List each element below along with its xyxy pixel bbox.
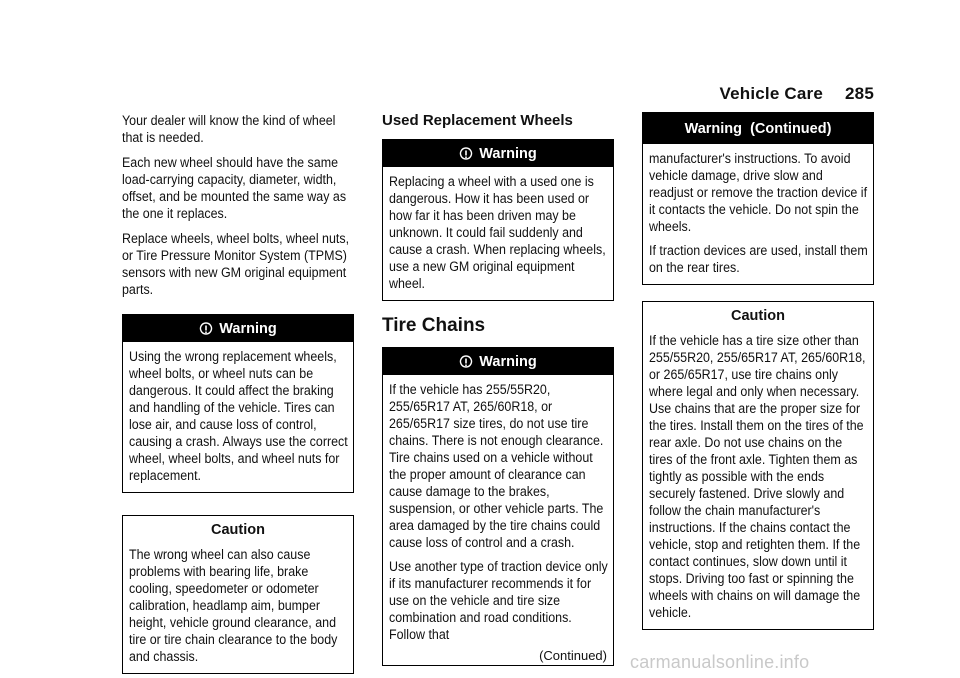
warning-icon [459, 355, 473, 369]
warning-box [122, 314, 354, 493]
paragraph: Replace wheels, wheel bolts, wheel nuts, or Tire Pressure Monitor System (TPMS) sensors with new GM original equipment parts. [122, 231, 350, 297]
subheading: Used Replacement Wheels [382, 112, 573, 129]
warning-icon [199, 322, 213, 336]
warning-continued-box [642, 112, 874, 285]
warning-title: Warning [219, 321, 277, 337]
warning-text: manufacturer's instructions. To avoid vehicle damage, drive slow and readjust or remove the traction device if it contacts the vehicle. Do not spin the wheels. [649, 151, 868, 234]
section-title: Vehicle Care [719, 84, 824, 103]
warning-header [383, 348, 613, 375]
section-heading: Tire Chains [382, 315, 486, 336]
column-1 [122, 112, 354, 674]
warning-title: Warning (Continued) [684, 121, 832, 137]
watermark: carmanualsonline.info [630, 652, 810, 672]
warning-title: Warning [479, 146, 537, 162]
warning-text: If the vehicle has 255/55R20, 255/65R17 AT, 265/60R18, or 265/65R17 size tires, do not use tire chains. There is not enough clearance. Tire chains used on a vehicle without the proper amount of clearance can cause damage to the brakes, suspension, or other vehicle parts. The area damaged by the tire chains could cause loss of control and a crash. [389, 382, 604, 550]
column-2 [382, 112, 614, 666]
continued-label: (Continued) [539, 648, 607, 663]
warning-icon [459, 147, 473, 161]
warning-box [382, 139, 614, 301]
warning-text: Using the wrong replacement wheels, wheel bolts, or wheel nuts can be dangerous. It could affect the braking and handling of the vehicle. Tires can lose air, and cause loss of control, causing a crash. Always use the correct wheel, wheel bolts, and wheel nuts for replacement. [129, 349, 348, 483]
caution-title: Caution [731, 308, 785, 324]
warning-text: If traction devices are used, install them on the rear tires. [649, 243, 868, 275]
warning-box [382, 347, 614, 666]
caution-text: If the vehicle has a tire size other than 255/55R20, 255/65R17 AT, 265/60R18, or 265/65R17, use tire chains only where legal and only when necessary. Use chains that are the proper size for the tires. Install them on the tires of the rear axle. Do not use chains on the tires of the front axle. Tighten them as tightly as possible with the ends securely fastened. Drive slowly and follow the chain manufacturer's instructions. If the chains contact the vehicle, stop and retighten them. If the contact continues, slow down until it stops. Driving too fast or spinning the wheels with chains on will damage the vehicle. [649, 333, 866, 620]
column-3 [642, 112, 874, 630]
paragraph: Your dealer will know the kind of wheel that is needed. [122, 113, 336, 145]
warning-header [123, 315, 353, 342]
warning-header [383, 140, 613, 167]
caution-title: Caution [211, 522, 265, 538]
paragraph: Each new wheel should have the same load-carrying capacity, diameter, width, offset, and be mounted the same way as the one it replaces. [122, 155, 347, 221]
warning-text: Replacing a wheel with a used one is dangerous. How it has been used or how far it has been driven may be unknown. It could fail suddenly and cause a crash. When replacing wheels, use a new GM original equipment wheel. [389, 174, 606, 291]
warning-header [643, 113, 873, 144]
caution-text: The wrong wheel can also cause problems with bearing life, brake cooling, speedometer or odometer calibration, headlamp aim, bumper height, vehicle ground clearance, and tire or tire chain clearance to the body and chassis. [129, 547, 338, 664]
warning-title: Warning [479, 354, 537, 370]
page-number: 285 [845, 84, 874, 103]
warning-text: Use another type of traction device only if its manufacturer recommends it for use on the vehicle and tire size combination and road conditions. Follow that [389, 559, 608, 642]
page-header [720, 84, 875, 104]
caution-box [642, 301, 874, 630]
caution-box [122, 515, 354, 674]
